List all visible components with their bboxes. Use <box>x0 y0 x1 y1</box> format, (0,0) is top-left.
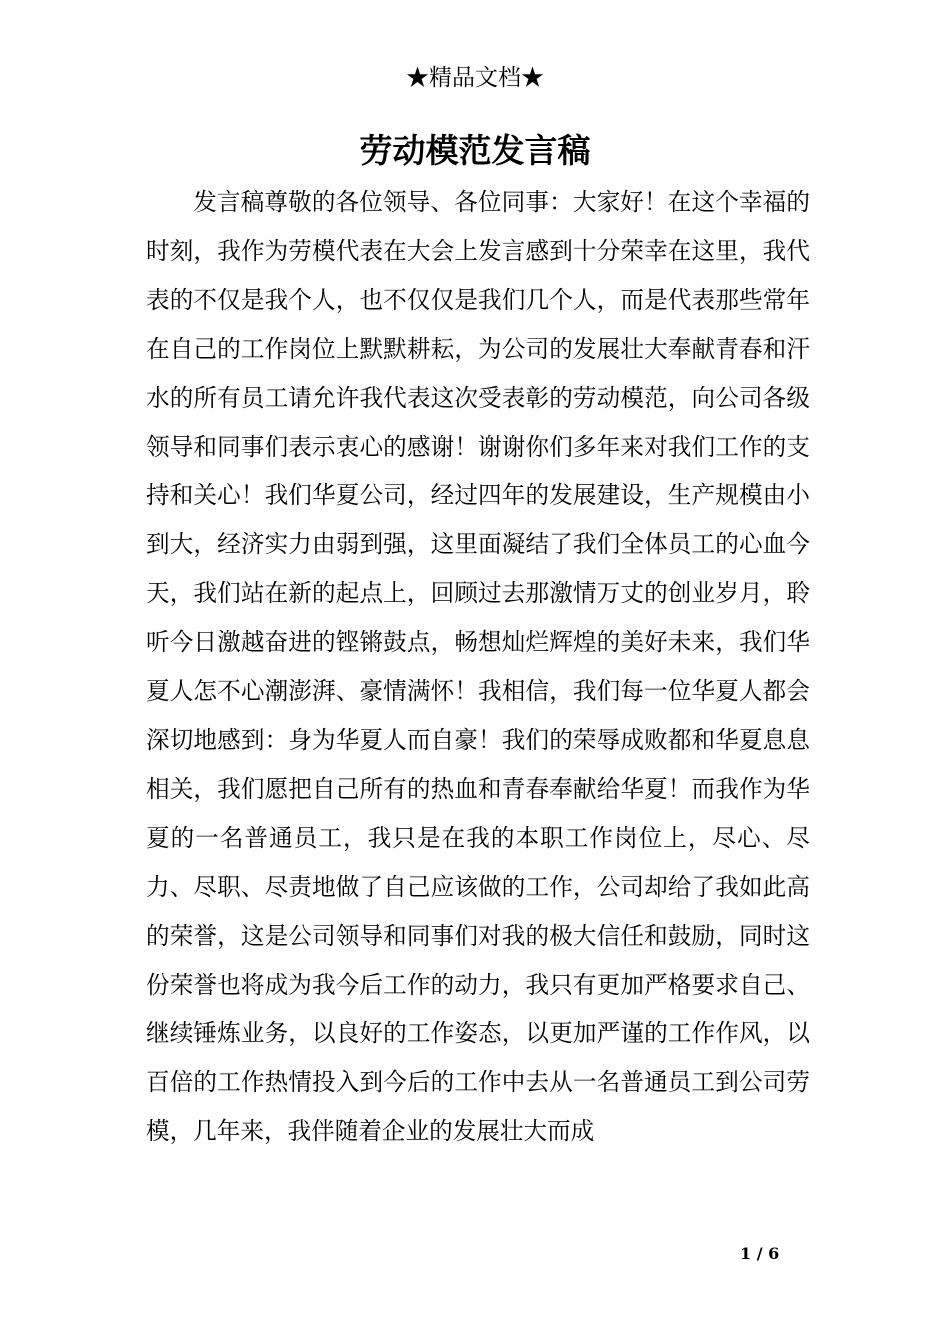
page-header: ★精品文档★ <box>406 65 544 91</box>
page-number: 1 / 6 <box>740 1244 780 1263</box>
document-title: 劳动模范发言稿 <box>359 131 591 170</box>
document-body-paragraph: 发言稿尊敬的各位领导、各位同事：大家好！在这个幸福的时刻，我作为劳模代表在大会上发言感到十分荣幸在这里，我代表的不仅是我个人，也不仅仅是我们几个人，而是代表那些常年在自己的工作岗位上默默耕耘，为公司的发展壮大奉献青春和汗水的所有员工请允许我代表这次受表彰的劳动模范，向公司各级领导和同事们表示衷心的感谢！谢谢你们多年来对我们工作的支持和关心！我们华夏公司，经过四年的发展建设，生产规模由小到大，经济实力由弱到强，这里面凝结了我们全体员工的心血今天，我们站在新的起点上，回顾过去那激情万丈的创业岁月，聆听今日激越奋进的铿锵鼓点，畅想灿烂辉煌的美好未来，我们华夏人怎不心潮澎湃、豪情满怀！我相信，我们每一位华夏人都会深切地感到：身为华夏人而自豪！我们的荣辱成败都和华夏息息相关，我们愿把自己所有的热血和青春奉献给华夏！而我作为华夏的一名普通员工，我只是在我的本职工作岗位上，尽心、尽力、尽职、尽责地做了自己应该做的工作，公司却给了我如此高的荣誉，这是公司领导和同事们对我的极大信任和鼓励，同时这份荣誉也将成为我今后工作的动力，我只有更加严格要求自己、继续锤炼业务，以良好的工作姿态，以更加严谨的工作作风，以百倍的工作热情投入到今后的工作中去从一名普通员工到公司劳模，几年来，我伴随着企业的发展壮大而成 <box>146 188 810 1146</box>
